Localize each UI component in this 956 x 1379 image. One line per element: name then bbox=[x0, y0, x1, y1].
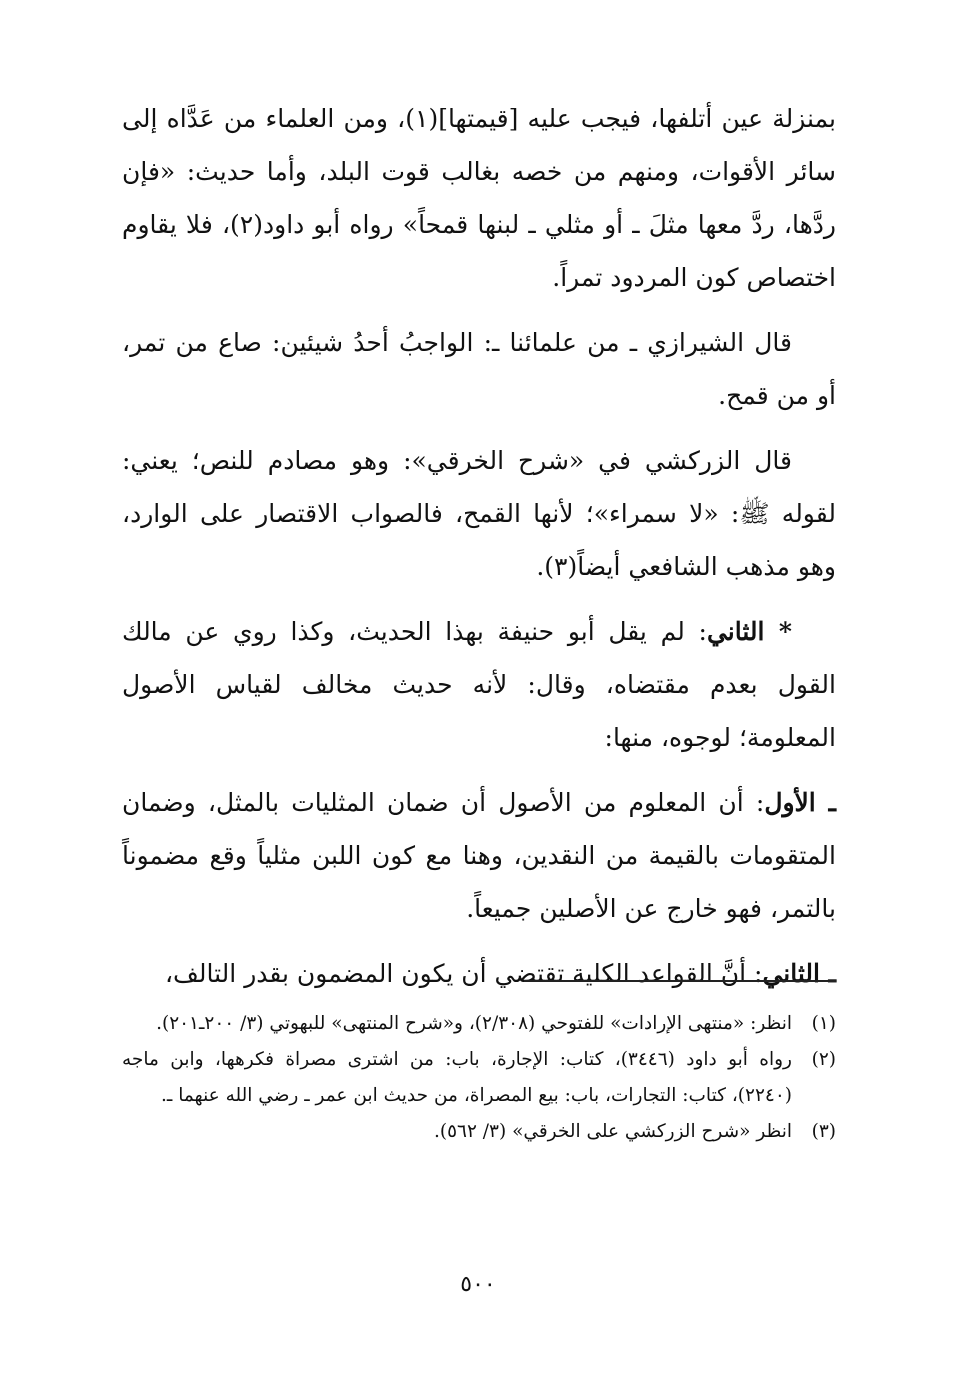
footnotes bbox=[122, 1006, 836, 1150]
footnote-number: (١) bbox=[811, 1013, 836, 1034]
paragraph-point-2 bbox=[122, 947, 836, 1000]
footnote-number: (٢) bbox=[811, 1049, 836, 1070]
point-1-heading: ـ الأول bbox=[764, 788, 836, 817]
second-heading: * الثاني bbox=[706, 617, 792, 646]
second-text: : لم يقل أبو حنيفة بهذا الحديث، وكذا روي عن مالك القول بعدم مقتضاه، وقال: لأنه حديث مخالف لقياس الأصول المعلومة؛ لوجوه، منها: bbox=[122, 617, 836, 752]
paragraph-2: قال الشيرازي ـ من علمائنا ـ: الواجبُ أحدُ شيئين: صاع من تمر، أو من قمح. bbox=[122, 328, 836, 410]
page-number: ٥٠٠ bbox=[460, 1272, 496, 1297]
point-2-text: : أنَّ القواعد الكلية تقتضي أن يكون المضمون بقدر التالف، bbox=[164, 959, 763, 988]
footnote-text: رواه أبو داود (٣٤٤٦)، كتاب: الإجارة، باب: من اشترى مصراة فكرهها، وابن ماجه (٢٢٤٠)، كتاب: التجارات، باب: بيع المصراة، من حديث ابن عمر ـ رضي الله عنهما ـ. bbox=[122, 1049, 792, 1106]
paragraph-1: بمنزلة عين أتلفها، فيجب عليه [قيمتها](١)، ومن العلماء من عَدَّاه إلى سائر الأقوات، ومنهم من خصه بغالب قوت البلد، وأما حديث: «فإن ردَّها، ردَّ معها مثلَ ـ أو مثلي ـ لبنها قمحاً» رواه أبو داود(٢)، فلا يقاوم اختصاص كون المردود تمراً. bbox=[122, 104, 836, 292]
footnote-number: (٣) bbox=[811, 1121, 836, 1142]
footnote-3 bbox=[122, 1114, 836, 1150]
main-text bbox=[122, 92, 836, 1012]
point-1-text: : أن المعلوم من الأصول أن ضمان المثليات بالمثل، وضمان المتقومات بالقيمة من النقدين، وهنا مع كون اللبن مثلياً وقع مضموناً بالتمر، فهو خارج عن الأصلين جميعاً. bbox=[122, 788, 836, 923]
paragraph-second bbox=[122, 605, 836, 764]
footnote-text: انظر: «منتهى الإرادات» للفتوحي (٢/٣٠٨)، و«شرح المنتهى» للبهوتي (٣/ ٢٠٠ـ٢٠١). bbox=[156, 1013, 792, 1034]
paragraph-point-1 bbox=[122, 776, 836, 935]
point-2-heading: ـ الثاني bbox=[762, 959, 836, 988]
footnote-text: انظر «شرح الزركشي على الخرقي» (٣/ ٥٦٢). bbox=[434, 1121, 792, 1142]
paragraph-3: قال الزركشي في «شرح الخرقي»: وهو مصادم للنص؛ يعني: لقوله ﷺ: «لا سمراء»؛ لأنها القمح، فالصواب الاقتصار على الوارد، وهو مذهب الشافعي أيضاً(٣). bbox=[122, 446, 836, 581]
footnote-1 bbox=[122, 1006, 836, 1042]
footnote-2 bbox=[122, 1042, 836, 1114]
footnote-divider bbox=[524, 980, 836, 982]
